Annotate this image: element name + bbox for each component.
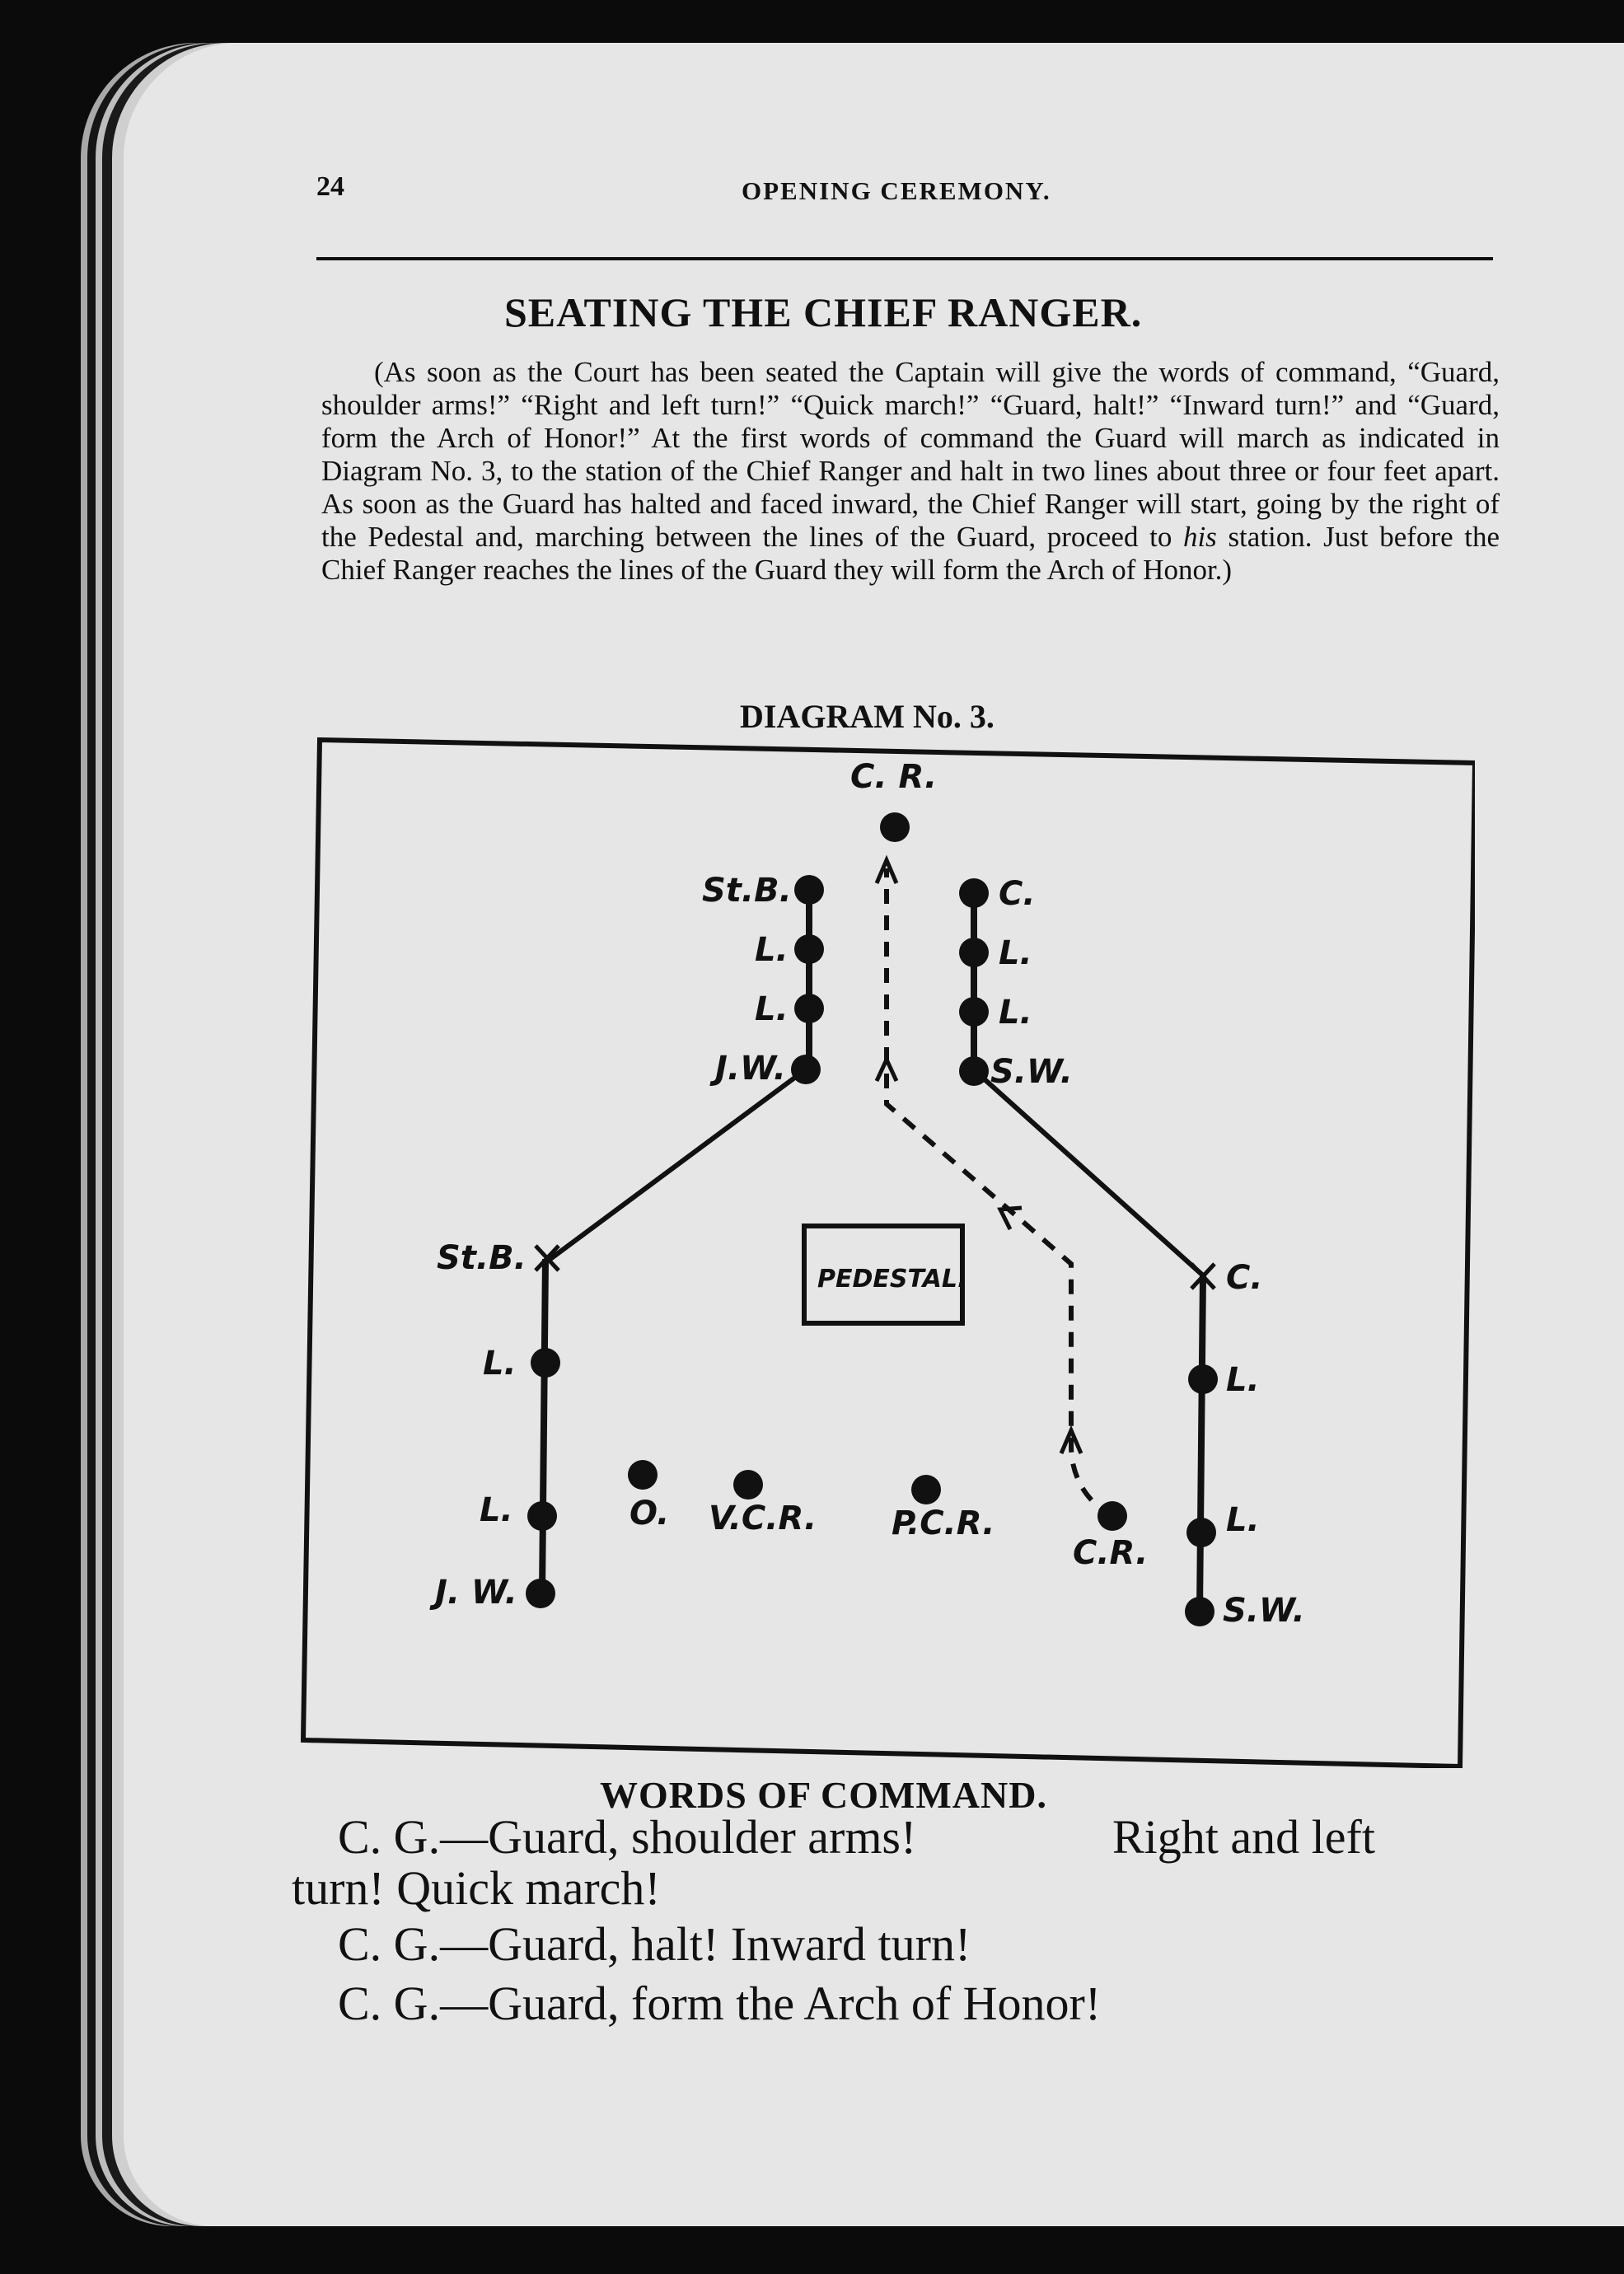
l-left-1-dot	[794, 934, 824, 964]
jw-bottom-dot	[526, 1579, 555, 1608]
command-1-start: C. G.—Guard, shoulder arms!	[338, 1810, 917, 1864]
command-3: C. G.—Guard, form the Arch of Honor!	[338, 1977, 1102, 2030]
section-title: SEATING THE CHIEF RANGER.	[504, 289, 1143, 335]
l-left-4-label: L.	[480, 1491, 513, 1529]
left-line-bottom	[542, 1259, 545, 1593]
l-right-2-dot	[959, 997, 989, 1027]
jw-top-dot	[791, 1055, 821, 1084]
stb-top-label: St.B.	[702, 872, 792, 910]
l-right-1-label: L.	[999, 934, 1032, 972]
command-1	[338, 1810, 1375, 1864]
intro-paragraph	[321, 356, 1500, 587]
right-line-bottom	[1200, 1275, 1203, 1612]
diagram-no-3	[297, 737, 1475, 1768]
stb-mid-label: St.B.	[437, 1239, 527, 1277]
sw-bottom-label: S.W.	[1223, 1592, 1305, 1630]
header-rule	[316, 257, 1493, 260]
intro-text: (As soon as the Court has been seated the Captain will give the words of command, “Guard, shoulder arms!” “Right and left turn!” “Quick march!” “Guard, halt!” “Inward turn!” and “Guard, form the Arch of Honor!” At the first words of command the Guard will march as indicated in Diagram No. 3, to the station of the Chief Ranger and halt in two lines about three or four feet apart. As soon as the Guard has halted and faced inward, the Chief Ranger will start, going by the right of the Pedestal and, marching between the lines of the Guard, proceed to	[321, 356, 1500, 553]
l-left-1-label: L.	[755, 931, 789, 969]
l-right-3-label: L.	[1226, 1361, 1260, 1399]
command-1-end: Right and left	[1112, 1810, 1375, 1864]
l-right-1-dot	[959, 938, 989, 967]
jw-top-label: J.W.	[715, 1050, 786, 1088]
intro-text-end: station. Just before the Chief Ranger reaches the lines of the Guard they will form the Arch of Honor.)	[321, 521, 1500, 586]
c-mid-label: C.	[1226, 1259, 1263, 1297]
o-label: O.	[629, 1495, 670, 1532]
sw-bottom-dot	[1185, 1597, 1214, 1626]
l-right-4-label: L.	[1226, 1501, 1260, 1539]
sw-top-label: S.W.	[990, 1053, 1073, 1091]
l-left-4-dot	[527, 1501, 557, 1531]
left-diagonal	[550, 1069, 806, 1259]
stb-top-dot	[794, 875, 824, 905]
diagram-title: DIAGRAM No. 3.	[740, 698, 995, 735]
jw-bottom-label: J. W.	[435, 1574, 517, 1612]
vcr-label: V.C.R.	[709, 1500, 817, 1537]
l-left-3-label: L.	[483, 1345, 517, 1383]
cr-bottom-label: C.R.	[1073, 1534, 1149, 1572]
c-top-dot	[959, 878, 989, 908]
page-number-text: 24	[316, 171, 344, 202]
pcr-label: P.C.R.	[892, 1504, 995, 1542]
l-right-3-dot	[1188, 1364, 1218, 1394]
l-left-2-dot	[794, 994, 824, 1023]
words-of-command-title: WORDS OF COMMAND.	[600, 1774, 1047, 1816]
pcr-dot	[911, 1475, 941, 1504]
o-dot	[628, 1460, 658, 1490]
running-header-text: OPENING CEREMONY.	[742, 176, 1051, 205]
cr-top-dot	[880, 812, 910, 842]
l-right-2-label: L.	[999, 994, 1032, 1032]
l-right-4-dot	[1186, 1518, 1216, 1547]
l-left-3-dot	[531, 1348, 560, 1378]
command-2: C. G.—Guard, halt! Inward turn!	[338, 1917, 971, 1971]
command-1-continued: turn! Quick march!	[292, 1861, 661, 1915]
right-diagonal	[977, 1073, 1203, 1275]
vcr-dot	[733, 1470, 763, 1500]
c-top-label: C.	[999, 875, 1036, 913]
pedestal-label: PEDESTAL.	[817, 1265, 967, 1294]
intro-italic: his	[1182, 521, 1217, 553]
sw-top-dot	[959, 1056, 989, 1086]
cr-top-label: C. R.	[850, 758, 938, 796]
l-left-2-label: L.	[755, 990, 789, 1028]
